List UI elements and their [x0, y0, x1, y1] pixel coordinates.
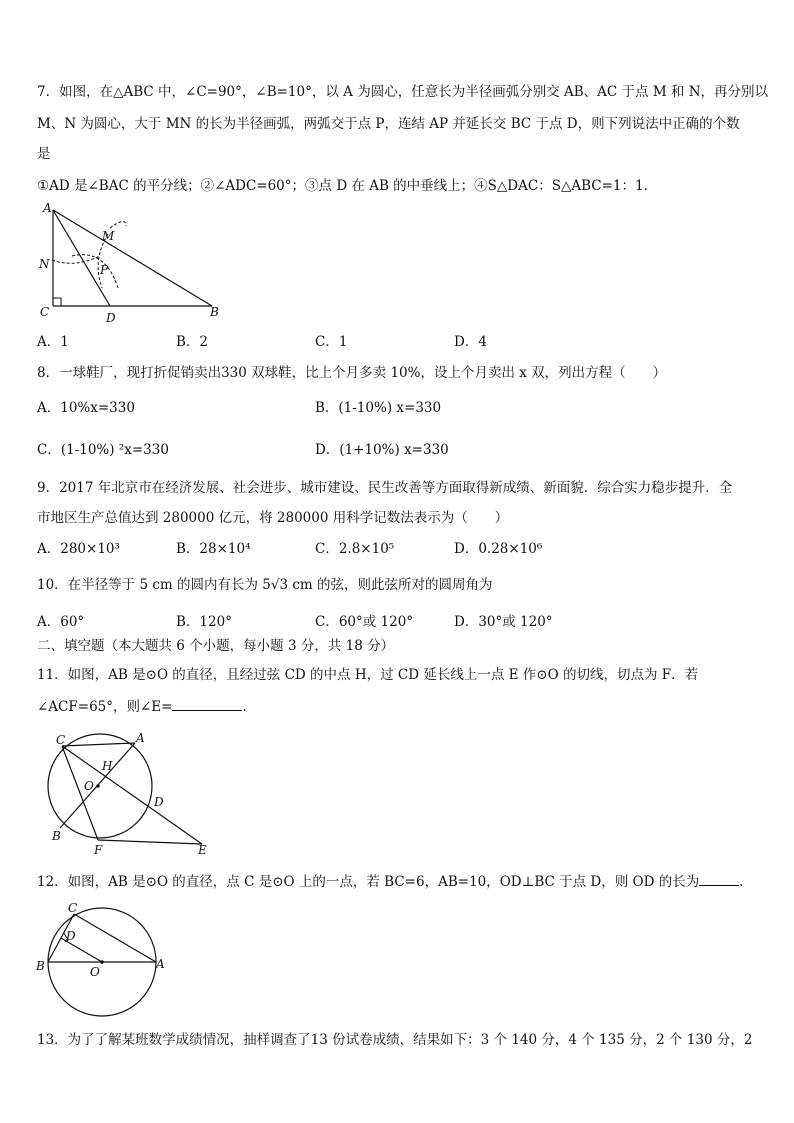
q8-option-b: B．(1-10%) x=330	[315, 400, 442, 416]
q7-label-p: P	[100, 263, 109, 277]
q7-label-a: A	[43, 201, 52, 215]
q11-circle-figure	[30, 728, 220, 858]
q7-triangle-figure	[30, 198, 230, 328]
q11-label-e: E	[198, 843, 207, 857]
q7-label-n: N	[39, 257, 50, 271]
q7-option-b: B．2	[176, 334, 209, 350]
q8-stem: 8．一球鞋厂，现打折促销卖出330 双球鞋，比上个月多卖 10%，设上个月卖出 x 双，列出方程（ ）	[37, 365, 667, 381]
q10-option-b: B．120°	[176, 614, 232, 630]
q11-label-d: D	[154, 795, 164, 809]
q12-stem	[37, 872, 753, 892]
q12-label-b: B	[36, 959, 45, 973]
q8-option-c: C．(1-10%) ²x=330	[37, 442, 169, 458]
q7-label-c: C	[40, 305, 50, 319]
q11-label-b: B	[52, 829, 61, 843]
q9-stem-line2: 市地区生产总值达到 280000 亿元，将 280000 用科学记数法表示为（ ）	[37, 510, 509, 526]
q11-label-f: F	[94, 843, 103, 857]
q11-stem-end: ．	[242, 699, 256, 715]
q11-stem-line2	[37, 697, 256, 717]
q11-label-c: C	[56, 733, 66, 747]
q7-statements: ①AD 是∠BAC 的平分线；②∠ADC=60°；③点 D 在 AB 的中垂线上；④S△DAC：S△ABC=1：1．	[37, 178, 658, 194]
q7-stem-line2: M、N 为圆心，大于 MN 的长为半径画弧，两弧交于点 P，连结 AP 并延长交 BC 于点 D，则下列说法中正确的个数	[37, 116, 740, 132]
q10-option-c: C．60°或 120°	[315, 614, 414, 630]
q7-option-c: C．1	[315, 334, 348, 350]
q12-stem-text: 12．如图，AB 是⊙O 的直径，点 C 是⊙O 上的一点，若 BC=6，AB=10，OD⊥BC 于点 D，则 OD 的长为	[37, 874, 700, 890]
q12-label-c: C	[68, 901, 78, 915]
q12-stem-end: ．	[739, 874, 753, 890]
q7-option-a: A．1	[37, 334, 69, 350]
q9-option-b: B．28×10⁴	[176, 541, 251, 557]
q7-label-m: M	[102, 229, 115, 243]
q12-label-d: D	[66, 929, 76, 943]
q12-label-a: A	[156, 957, 165, 971]
q11-stem-text: ∠ACF=65°，则∠E=	[37, 699, 173, 715]
q11-stem-line1: 11．如图，AB 是⊙O 的直径，且经过弦 CD 的中点 H，过 CD 延长线上一点 E 作⊙O 的切线，切点为 F．若	[37, 667, 699, 683]
q7-stem-line1: 7．如图，在△ABC 中，∠C=90°，∠B=10°，以 A 为圆心，任意长为半径画弧分别交 AB、AC 于点 M 和 N，再分别以	[37, 84, 769, 100]
q7-option-d: D．4	[454, 334, 487, 350]
q8-option-a: A．10%x=330	[37, 400, 135, 416]
q11-label-o: O	[84, 779, 94, 793]
section-fill-in-title: 二、填空题（本大题共 6 个小题，每小题 3 分，共 18 分）	[37, 638, 395, 654]
q9-option-a: A．280×10³	[37, 541, 120, 557]
q10-option-a: A．60°	[37, 614, 85, 630]
q7-stem-line3: 是	[37, 146, 51, 162]
q13-stem: 13．为了了解某班数学成绩情况，抽样调查了13 份试卷成绩，结果如下：3 个 140 分，4 个 135 分，2 个 130 分，2	[37, 1032, 753, 1048]
q9-option-d: D．0.28×10⁶	[454, 541, 543, 557]
q7-label-b: B	[210, 305, 219, 319]
q7-label-d: D	[106, 311, 116, 325]
q9-stem-line1: 9．2017 年北京市在经济发展、社会进步、城市建设、民生改善等方面取得新成绩、新面貌．综合实力稳步提升．全	[37, 480, 733, 496]
q8-option-d: D．(1+10%) x=330	[315, 442, 449, 458]
q12-answer-blank[interactable]	[699, 873, 739, 886]
q12-label-o: O	[90, 965, 100, 979]
q12-circle-figure	[30, 898, 180, 1018]
q11-answer-blank[interactable]	[172, 698, 242, 711]
q11-label-h: H	[102, 759, 113, 773]
q10-stem: 10．在半径等于 5 cm 的圆内有长为 5√3 cm 的弦，则此弦所对的圆周角为	[37, 577, 493, 593]
q10-option-d: D．30°或 120°	[454, 614, 553, 630]
q9-option-c: C．2.8×10⁵	[315, 541, 395, 557]
q11-label-a: A	[136, 731, 145, 745]
